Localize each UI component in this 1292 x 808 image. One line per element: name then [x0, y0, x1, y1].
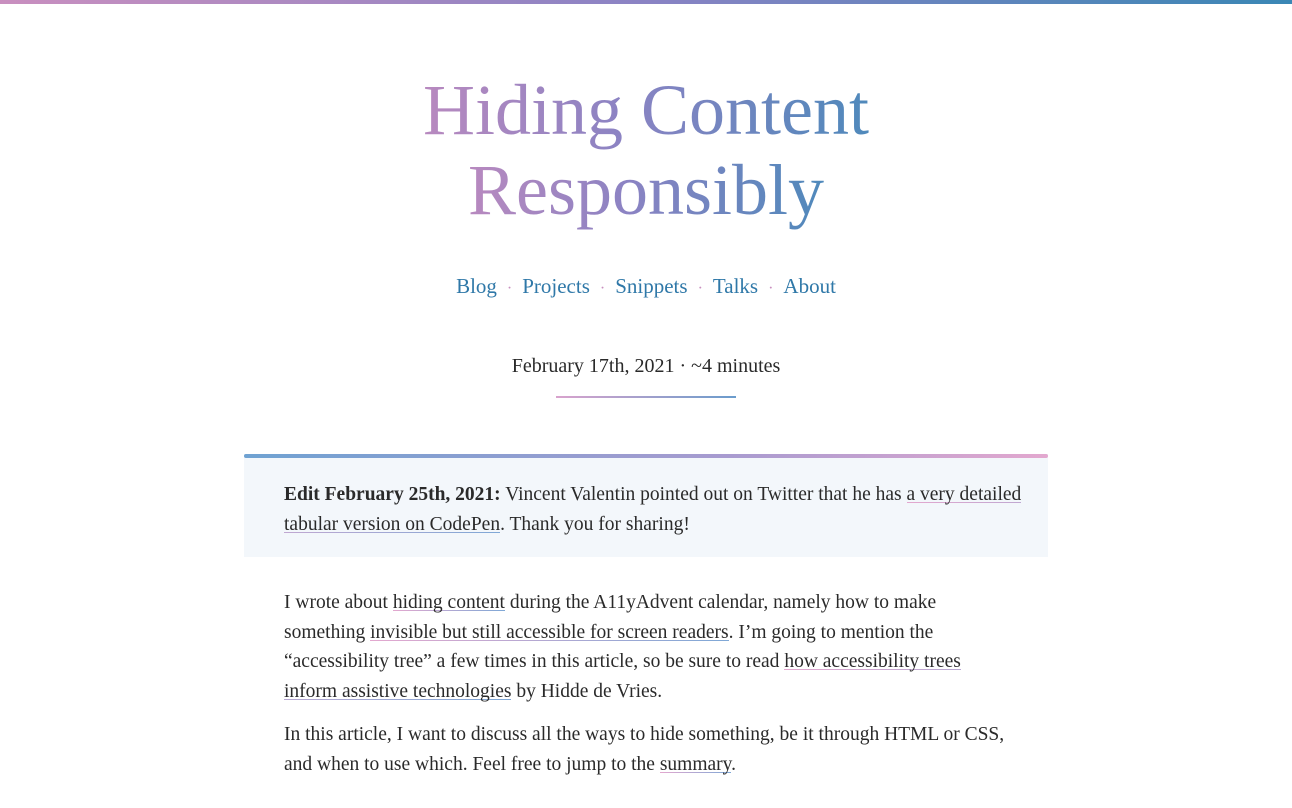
invisible-accessible-link[interactable]: invisible but still accessible for screen readers: [370, 621, 729, 643]
hiding-content-link[interactable]: hiding content: [392, 592, 505, 613]
nav-link-snippets[interactable]: Snippets: [615, 274, 688, 298]
post-date: February 17th, 2021: [511, 355, 675, 377]
p1-text-1: I wrote about: [284, 592, 393, 613]
paragraph-intro: [284, 588, 1014, 706]
callout-label: Edit February 25th, 2021:: [284, 484, 501, 505]
nav-link-projects[interactable]: Projects: [522, 274, 590, 298]
meta-divider: [556, 396, 736, 398]
nav-separator: ·: [599, 280, 606, 297]
nav-separator: ·: [768, 280, 774, 297]
p1-text-3: . I’m going to mention the “accessibility tree” a few times in this article, so be sure to read: [284, 621, 934, 672]
p2-text-2: .: [731, 753, 737, 775]
nav-link-about[interactable]: About: [783, 274, 836, 298]
codepen-link[interactable]: a very detailed tabular version on CodePen: [284, 484, 1022, 535]
paragraph-purpose: [284, 720, 1014, 779]
main-nav: [0, 272, 1292, 303]
edit-callout: [244, 454, 1048, 557]
post-meta: [0, 352, 1292, 380]
p2-text-1: In this article, I want to discuss all the ways to hide something, be it through HTML or CSS, and when to use which. Feel free to jump to the: [284, 724, 1005, 775]
callout-text: [284, 480, 1024, 539]
top-gradient-bar: [0, 0, 1292, 4]
article-body: [284, 588, 1014, 793]
callout-top-bar: [244, 454, 1048, 458]
nav-link-talks[interactable]: Talks: [712, 274, 759, 298]
summary-link[interactable]: summary: [659, 753, 732, 775]
accessibility-trees-link[interactable]: how accessibility trees inform assistive technologies: [284, 651, 961, 702]
nav-link-blog[interactable]: Blog: [456, 274, 497, 298]
nav-separator: ·: [506, 280, 513, 297]
reading-time: ~4 minutes: [691, 355, 781, 377]
page-title-line2: Responsibly: [467, 150, 825, 230]
callout-text-before: Vincent Valentin pointed out on Twitter that he has: [500, 484, 907, 505]
callout-text-after: . Thank you for sharing!: [500, 513, 690, 535]
meta-separator: ·: [679, 355, 687, 377]
p1-text-4: by Hidde de Vries.: [511, 680, 663, 702]
page-title: [0, 70, 1292, 230]
nav-separator: ·: [697, 280, 703, 297]
page-title-line1: Hiding Content: [423, 70, 869, 150]
p1-text-2: during the A11yAdvent calendar, namely how to make something: [284, 592, 937, 643]
